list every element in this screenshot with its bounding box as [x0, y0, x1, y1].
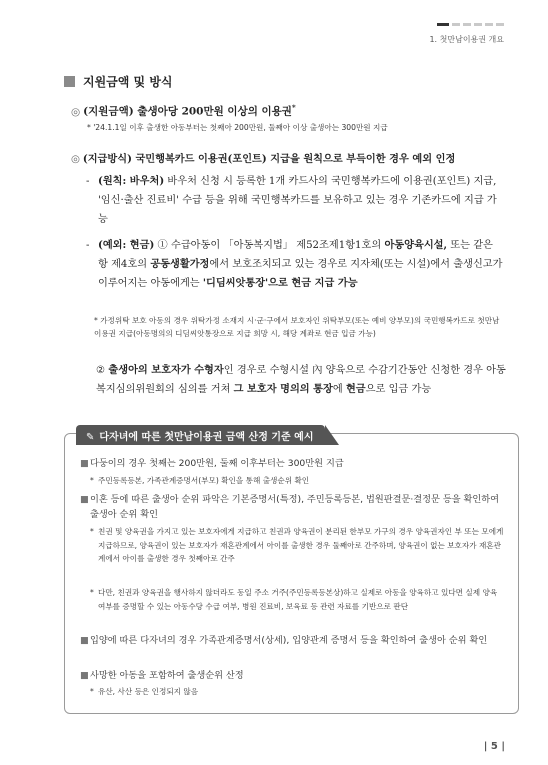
box-note-2: [90, 525, 504, 566]
example-box-title: 다자녀에 따른 첫만남이용권 금액 산정 기준 예시: [99, 432, 314, 443]
box-note-text: 다만, 친권과 양육권을 행사하지 않더라도 동일 주소 거주(주민등록등본상)하고 실제로 아동을 양육하고 있다면 실제 양육여부를 증명할 수 있는 아동수당 수급 여부, 병원 진료비, 보육료 등 관련 자료를 기반으로 판단: [98, 588, 498, 611]
footnote-marker: *: [291, 103, 296, 112]
square-bullet-icon: ■: [80, 494, 89, 505]
dash-bullet: -: [86, 240, 90, 251]
note-star: *: [90, 588, 94, 597]
exception-bold-3: '디딤씨앗통장'으로 현금 지급 가능: [202, 277, 358, 289]
example-box-tab: [76, 425, 325, 445]
box-note-3: [90, 586, 504, 613]
amount-heading-text: (지원금액) 출생아당 200만원 이상의 이용권: [83, 105, 292, 118]
square-bullet-icon: ■: [80, 635, 89, 646]
principle-label: (원칙: 바우처): [98, 175, 165, 187]
box-item-1: [80, 456, 504, 471]
amount-heading: [71, 103, 296, 119]
exception-text-2: 또는 같은 항 제4호의: [98, 240, 493, 270]
exception-bold-1: 아동양육시설,: [384, 239, 448, 251]
exception-paragraph: [86, 236, 504, 293]
box-item-3: [80, 633, 504, 648]
exception-note: [94, 314, 504, 340]
second-text-3: 으로 입금 가능: [365, 384, 432, 395]
section-title: [64, 73, 173, 90]
box-note-4: [90, 685, 504, 699]
second-text-2: 에: [332, 384, 346, 395]
pencil-icon: ✎: [86, 432, 95, 443]
exception-bold-2: 공동생활가정: [150, 258, 210, 270]
square-bullet-icon: ■: [80, 458, 89, 469]
box-note-text: 유산, 사산 등은 인정되지 않음: [98, 687, 199, 696]
principle-text: 바우처 신청 시 등록한 1개 카드사의 국민행복카드에 이용권(포인트) 지급, '임신·출산 진료비' 수급 등을 위해 국민행복카드를 보유하고 있는 경우 기존카드에 지급 가능: [98, 176, 497, 225]
method-heading: [71, 150, 455, 165]
principle-paragraph: [86, 172, 504, 229]
box-item-text: 입양에 따른 다자녀의 경우 가족관계증명서(상세), 입양관계 증명서 등을 확인하여 출생아 순위 확인: [90, 635, 488, 646]
box-note-text: 친권 및 양육권을 가지고 있는 보호자에게 지급하고 친권과 양육권이 분리된 한부모 가구의 경우 양육권자인 부 또는 모에게 지급하므로, 양육권이 있는 보호자가 재혼관계에서 아이를 출생한 경우 둘째아로 간주하며, 양육권이 없는 보호자가 재혼관계에서 아이를 출생한 경우 첫째아로 간주: [98, 527, 504, 563]
square-bullet-icon: ■: [80, 670, 89, 681]
second-bold-3: 현금: [345, 383, 366, 395]
note-star: *: [87, 123, 91, 132]
circled-number-2: ②: [96, 365, 106, 376]
box-note-text: 주민등록등본, 가족관계증명서(부모) 확인을 통해 출생순위 확인: [98, 476, 310, 485]
amount-note-text: '24.1.1일 이후 출생한 아동부터는 첫째아 200만원, 둘째아 이상 출생아는 300만원 지급: [93, 123, 388, 132]
box-item-2: [80, 492, 504, 522]
dash-bullet: -: [86, 176, 90, 187]
exception-text-3: 에서 보호조치되고 있는 경우로 지자체(또는 시설)에서 출생신고가 이루어지는 아동에게는: [98, 259, 503, 289]
box-item-4: [80, 668, 504, 683]
note-star: *: [90, 476, 94, 485]
box-item-text: 사망한 아동을 포함하여 출생순위 산정: [90, 670, 244, 681]
note-star: *: [90, 687, 94, 696]
note-star: *: [94, 316, 98, 325]
exception-text-1: ① 수급아동이 「아동복지법」 제52조제1항1호의: [154, 240, 385, 251]
section-title-text: 지원금액 및 방식: [83, 75, 173, 89]
running-header-title: 1. 첫만남이용권 개요: [429, 35, 504, 44]
second-bold-1: 출생아의 보호자가 수형자: [108, 364, 224, 376]
second-text-1: 인 경우로 수형시설 內 양육으로 수감기간동안 신청한 경우 아동복지심의위원회의 심의를 거쳐: [96, 365, 506, 395]
double-circle-bullet-icon: ◎: [71, 105, 81, 118]
note-star: *: [90, 527, 94, 536]
square-bullet-icon: [64, 76, 75, 87]
amount-note: [87, 121, 507, 134]
method-heading-text: (지급방식) 국민행복카드 이용권(포인트) 지급을 원칙으로 부득이한 경우 예외 인정: [82, 153, 456, 165]
box-item-text: 다둥이의 경우 첫째는 200만원, 둘째 이후부터는 300만원 지급: [90, 458, 344, 469]
box-item-text: 이혼 등에 따른 출생아 순위 파악은 기본증명서(특정), 주민등록등본, 법원판결문·결정문 등을 확인하여 출생아 순위 확인: [90, 494, 500, 520]
second-case-paragraph: [96, 361, 506, 399]
exception-note-text: 가정위탁 보호 아동의 경우 위탁가정 소재지 시·군·구에서 보호자인 위탁부모(또는 예비 양부모)의 국민행복카드로 첫만남이용권 지급(아동명의의 디딤씨앗통장으로 지급 희망 시, 해당 계좌로 현금 입금 가능): [94, 316, 500, 338]
double-circle-bullet-icon: ◎: [71, 153, 80, 165]
header-decoration-bars: [437, 23, 504, 26]
box-note-1: [90, 474, 504, 488]
page-number: | 5 |: [483, 741, 505, 752]
exception-label: (예외: 현금): [98, 239, 155, 251]
second-bold-2: 그 보호자 명의의 통장: [233, 383, 333, 395]
